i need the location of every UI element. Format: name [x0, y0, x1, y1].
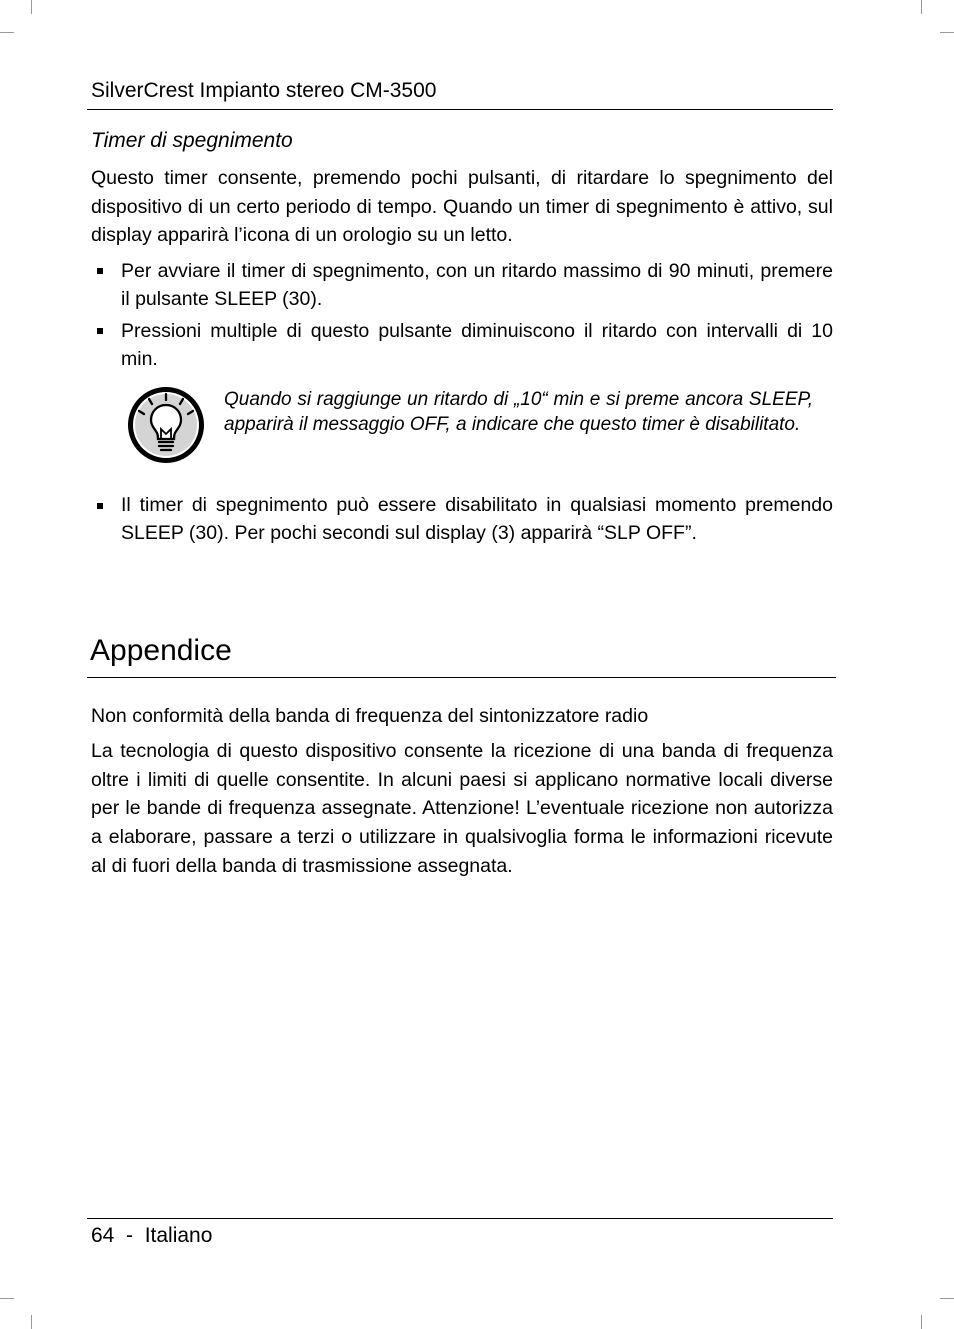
- crop-mark: [0, 1298, 14, 1299]
- crop-mark: [940, 1298, 954, 1299]
- crop-mark: [921, 0, 922, 14]
- list-item-text: Pressioni multiple di questo pulsante diminuiscono il ritardo con intervalli di 10 min.: [121, 320, 833, 370]
- list-item: [97, 257, 833, 313]
- body-paragraph: La tecnologia di questo dispositivo consente la ricezione di una banda di frequenza oltre i limiti di quelle consentite. In alcuni paesi si applicano normative locali diverse per le bande di frequenza assegnate. Attenzione! L’eventuale ricezione non autorizza a elaborare, passare a terzi o utilizzare in qualsivoglia forma le informazioni ricevute al di fuori della banda di trasmissione assegnata.: [91, 740, 833, 877]
- section-heading: Appendice: [90, 634, 232, 667]
- crop-mark: [31, 1315, 32, 1329]
- bullet-mark: [97, 503, 103, 509]
- list-item: [97, 317, 833, 373]
- crop-mark: [921, 1315, 922, 1329]
- section-subtitle: Timer di spegnimento: [91, 129, 293, 152]
- bullet-mark: [97, 268, 103, 274]
- bullet-mark: [97, 328, 103, 334]
- crop-mark: [31, 0, 32, 14]
- tip-note: Quando si raggiunge un ritardo di „10“ min e si preme ancora SLEEP, apparirà il messaggio OFF, a indicare che questo timer è disabilitato.: [224, 389, 813, 435]
- section-rule: [87, 677, 836, 678]
- page-footer: 64 - Italiano: [91, 1224, 213, 1247]
- list-item-text: Per avviare il timer di spegnimento, con un ritardo massimo di 90 minuti, premere il pulsante SLEEP (30).: [121, 260, 833, 310]
- crop-mark: [940, 32, 954, 33]
- footer-rule: [87, 1218, 833, 1219]
- subheading: Non conformità della banda di frequenza del sintonizzatore radio: [91, 705, 649, 727]
- list-item-text: Il timer di spegnimento può essere disabilitato in qualsiasi momento premendo SLEEP (30). Per pochi secondi sul display (3) apparirà “SLP OFF”.: [121, 494, 833, 544]
- intro-paragraph: Questo timer consente, premendo pochi pulsanti, di ritardare lo spegnimento del dispositivo di un certo periodo di tempo. Quando un timer di spegnimento è attivo, sul display apparirà l’icona di un orologio su un letto.: [91, 167, 833, 247]
- header-rule: [87, 109, 833, 110]
- page-header-title: SilverCrest Impianto stereo CM-3500: [91, 79, 437, 102]
- crop-mark: [0, 32, 14, 33]
- lightbulb-icon: [126, 385, 206, 465]
- list-item: [97, 492, 833, 547]
